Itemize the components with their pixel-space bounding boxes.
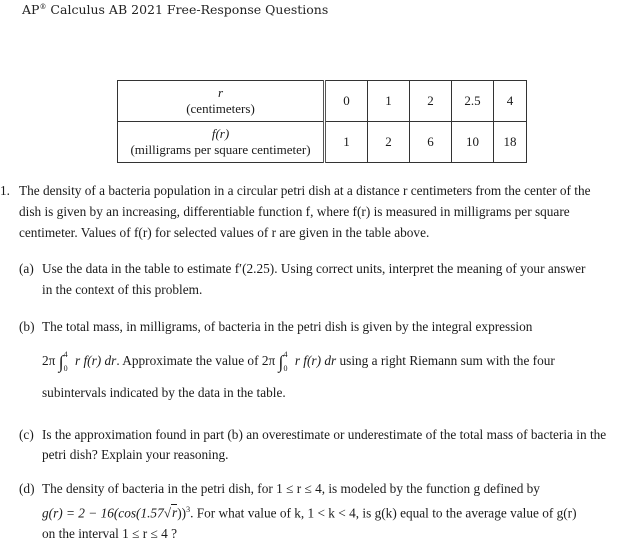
header-title: Calculus AB 2021 Free-Response Questions bbox=[46, 2, 329, 17]
f-value: 1 bbox=[325, 122, 368, 163]
part-line: petri dish? Explain your reasoning. bbox=[42, 447, 229, 462]
part-label: (a) bbox=[19, 261, 34, 276]
r-value: 2.5 bbox=[452, 81, 494, 122]
f-value: 2 bbox=[368, 122, 410, 163]
formula-line bbox=[42, 499, 622, 523]
part-label: (c) bbox=[19, 427, 34, 442]
var-r: r bbox=[217, 85, 224, 100]
var-f: f(r) bbox=[211, 126, 230, 141]
unit-mg-per-cm2: (milligrams per square centimeter) bbox=[130, 142, 311, 157]
r-value: 2 bbox=[410, 81, 452, 122]
integral-limits bbox=[283, 350, 291, 373]
part-text: . For what value of k, 1 < k < 4, is g(k) equal to the average value of g(r) bbox=[190, 505, 577, 521]
question-text bbox=[19, 180, 619, 243]
page-header bbox=[22, 2, 328, 17]
question-number: 1. bbox=[0, 183, 10, 198]
lower-limit: 0 bbox=[283, 364, 288, 373]
r-value: 4 bbox=[494, 81, 527, 122]
part-text: . Approximate the value of bbox=[116, 353, 262, 368]
sqrt-icon: √ bbox=[163, 505, 172, 521]
formula-exponent: 3 bbox=[186, 505, 191, 514]
part-line: The total mass, in milligrams, of bacteria in the petri dish is given by the integral expression bbox=[42, 319, 533, 334]
part-line: Is the approximation found in part (b) an overestimate or underestimate of the total mass of bacteria in the bbox=[42, 427, 607, 442]
part-line: subintervals indicated by the data in the table. bbox=[42, 385, 286, 400]
part-d-text bbox=[42, 478, 622, 544]
two-pi: 2π bbox=[42, 353, 56, 368]
f-value: 18 bbox=[494, 122, 527, 163]
row-label-f bbox=[118, 122, 325, 163]
table-row-f bbox=[118, 122, 527, 163]
r-value: 0 bbox=[325, 81, 368, 122]
part-c-text bbox=[42, 425, 622, 465]
integrand: r f(r) dr bbox=[294, 353, 337, 368]
part-a-text bbox=[42, 258, 622, 300]
upper-limit: 4 bbox=[283, 350, 288, 359]
integral-icon: ∫ bbox=[278, 352, 284, 372]
sqrt-radicand: r bbox=[172, 505, 178, 521]
part-line: in the context of this problem. bbox=[42, 282, 203, 297]
two-pi: 2π bbox=[261, 353, 276, 368]
upper-limit: 4 bbox=[63, 350, 68, 359]
formula-close: )) bbox=[177, 505, 187, 521]
question-line: The density of a bacteria population in a circular petri dish at a distance r centimeters from the center of the bbox=[19, 183, 591, 198]
r-value: 1 bbox=[368, 81, 410, 122]
header-prefix: AP bbox=[22, 2, 40, 17]
data-table bbox=[117, 80, 527, 163]
lower-limit: 0 bbox=[63, 364, 68, 373]
part-text: using a right Riemann sum with the four bbox=[336, 353, 555, 368]
question-1 bbox=[0, 180, 622, 240]
registered-mark: ® bbox=[39, 2, 47, 11]
part-b-text bbox=[42, 316, 622, 400]
integrand: r f(r) dr bbox=[74, 353, 117, 368]
f-value: 10 bbox=[452, 122, 494, 163]
question-line: centimeter. Values of f(r) for selected values of r are given in the table above. bbox=[19, 225, 430, 240]
integral-line bbox=[42, 350, 555, 373]
part-label: (b) bbox=[19, 319, 35, 334]
integral-limits bbox=[63, 350, 72, 373]
unit-centimeters: (centimeters) bbox=[186, 101, 255, 116]
part-label: (d) bbox=[19, 481, 35, 496]
part-line: The density of bacteria in the petri dish, for 1 ≤ r ≤ 4, is modeled by the function g defined by bbox=[42, 481, 540, 496]
table-row-r bbox=[118, 81, 527, 122]
question-line: dish is given by an increasing, differentiable function f, where f(r) is measured in milligrams per square bbox=[19, 204, 570, 219]
part-line: on the interval 1 ≤ r ≤ 4 ? bbox=[42, 526, 177, 542]
row-label-r bbox=[118, 81, 325, 122]
integral-icon: ∫ bbox=[58, 352, 64, 372]
formula-g: g(r) = 2 − 16(cos(1.57 bbox=[42, 505, 164, 521]
part-line: Use the data in the table to estimate f′(2.25). Using correct units, interpret the meaning of your answer bbox=[42, 261, 586, 276]
f-value: 6 bbox=[410, 122, 452, 163]
